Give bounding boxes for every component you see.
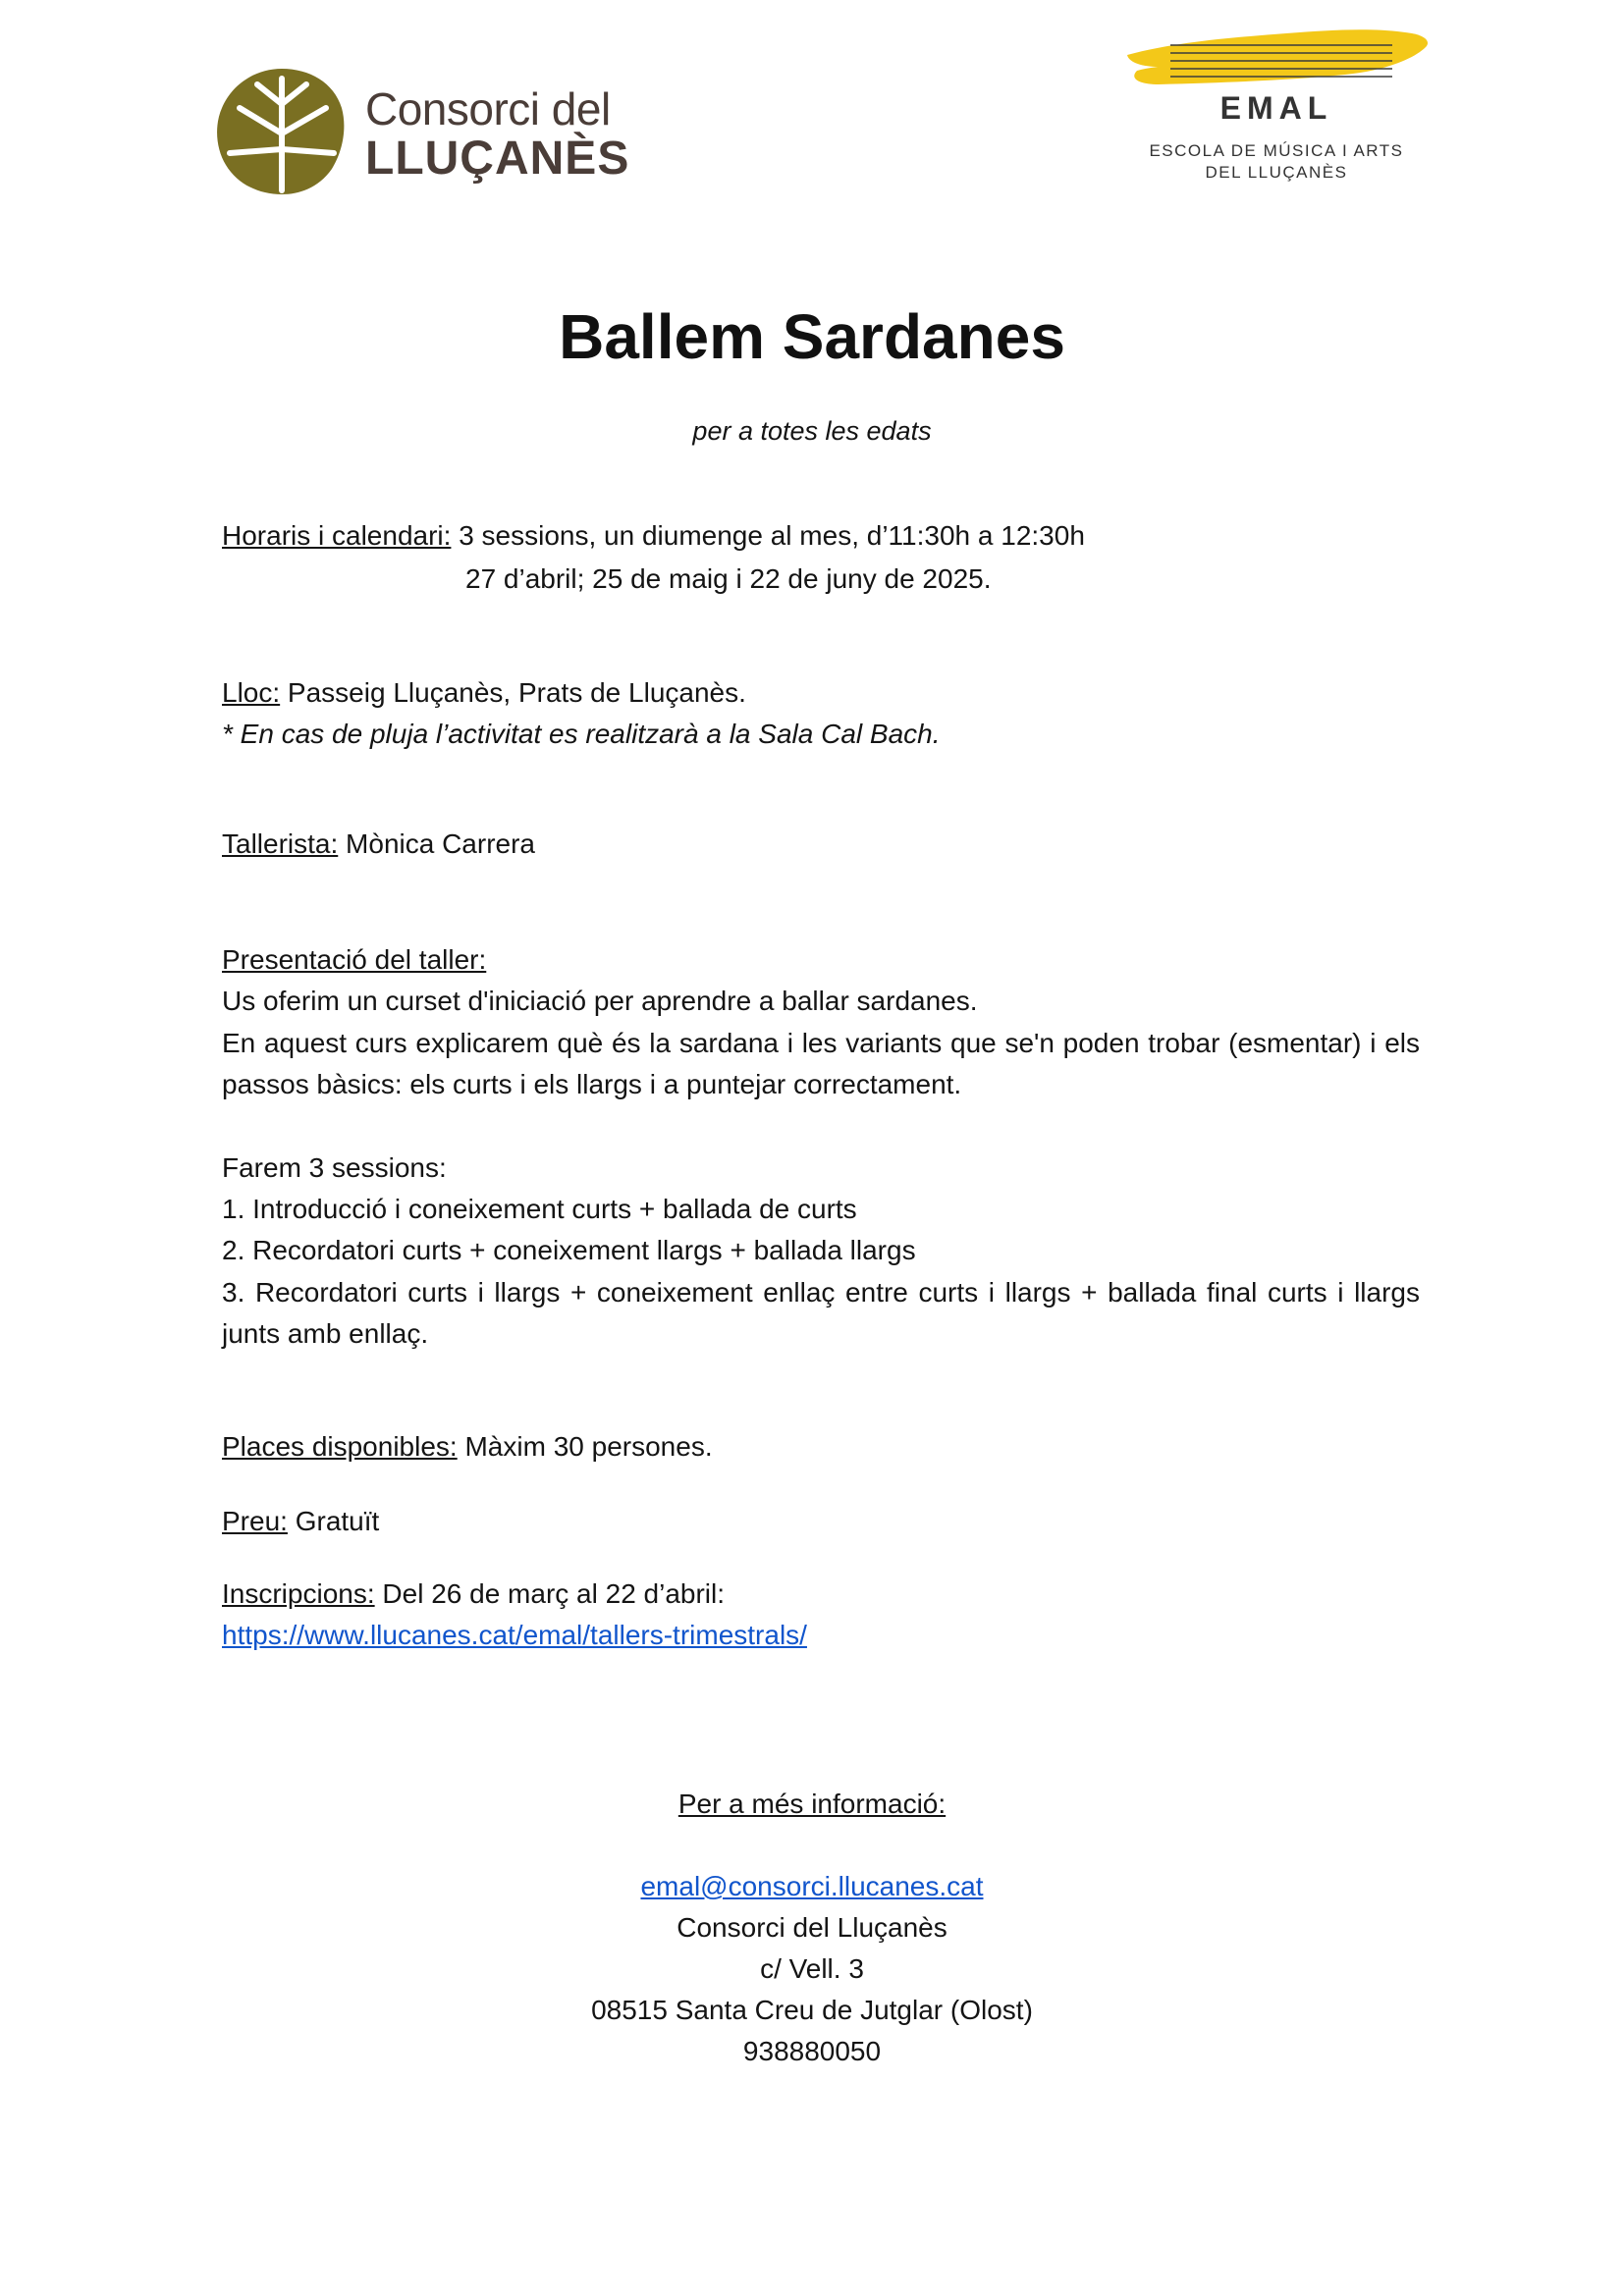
session-item: 3. Recordatori curts i llargs + coneixement enllaç entre curts i llargs + ballada final curts i llargs junts amb enllaç. xyxy=(222,1277,1420,1349)
info-email-row xyxy=(0,1871,1624,1902)
info-org: Consorci del Lluçanès xyxy=(677,1912,947,1943)
session-item: 1. Introducció i coneixement curts + ballada de curts xyxy=(222,1194,857,1224)
horaris-line xyxy=(222,520,1085,552)
info-phone: 938880050 xyxy=(742,2036,882,2066)
leaf-icon xyxy=(216,65,348,196)
inscripcions-label: Inscripcions: xyxy=(222,1578,375,1609)
tallerista-label: Tallerista: xyxy=(222,828,339,859)
emal-logo-name: EMAL xyxy=(1219,90,1333,126)
places-value: Màxim 30 persones. xyxy=(457,1431,713,1462)
places-label: Places disponibles: xyxy=(222,1431,458,1462)
emal-logo-line1: ESCOLA DE MÚSICA I ARTS xyxy=(1149,141,1404,160)
horaris-dates: 27 d’abril; 25 de maig i 22 de juny de 2025. xyxy=(465,563,992,594)
lloc-line xyxy=(222,677,746,709)
info-email-link[interactable]: emal@consorci.llucanes.cat xyxy=(640,1871,984,1901)
page-title: Ballem Sardanes xyxy=(559,301,1065,372)
lloc-value: Passeig Lluçanès, Prats de Lluçanès. xyxy=(280,677,746,708)
lloc-label: Lloc: xyxy=(222,677,281,708)
presentacio-paragraph: En aquest curs explicarem què és la sardana i les variants que se'n poden trobar (esmentar) i els passos bàsics: els curts i els llargs i a puntejar correctament. xyxy=(222,1028,1420,1099)
preu-label: Preu: xyxy=(222,1506,288,1536)
info-heading: Per a més informació: xyxy=(677,1789,947,1819)
places-line xyxy=(222,1431,713,1463)
tallerista-value: Mònica Carrera xyxy=(338,828,535,859)
presentacio-line1: Us oferim un curset d'iniciació per aprendre a ballar sardanes. xyxy=(222,986,978,1016)
info-city: 08515 Santa Creu de Jutglar (Olost) xyxy=(591,1995,1033,2025)
horaris-value: 3 sessions, un diumenge al mes, d’11:30h a 12:30h xyxy=(451,520,1085,551)
consorci-logo-line2: LLUÇANÈS xyxy=(365,133,630,185)
horaris-label: Horaris i calendari: xyxy=(222,520,452,551)
info-street: c/ Vell. 3 xyxy=(760,1953,864,1984)
emal-logo xyxy=(1119,20,1434,196)
presentacio-label: Presentació del taller: xyxy=(222,944,487,975)
session-item: 2. Recordatori curts + coneixement llargs + ballada llargs xyxy=(222,1235,916,1265)
sessions-intro: Farem 3 sessions: xyxy=(222,1152,447,1183)
preu-value: Gratuït xyxy=(287,1506,380,1536)
inscripcions-link[interactable]: https://www.llucanes.cat/emal/tallers-trimestrals/ xyxy=(222,1620,807,1650)
lloc-note: * En cas de pluja l’activitat es realitzarà a la Sala Cal Bach. xyxy=(222,719,941,749)
inscripcions-line xyxy=(222,1578,725,1610)
preu-line xyxy=(222,1506,379,1537)
consorci-logo-line1: Consorci del xyxy=(365,83,611,134)
inscripcions-value: Del 26 de març al 22 d’abril: xyxy=(374,1578,726,1609)
page-subtitle: per a totes les edats xyxy=(692,416,932,446)
tallerista-line xyxy=(222,828,535,860)
consorci-logo xyxy=(216,65,630,202)
emal-logo-line2: DEL LLUÇANÈS xyxy=(1205,163,1348,182)
brushstroke-icon xyxy=(1119,20,1434,93)
